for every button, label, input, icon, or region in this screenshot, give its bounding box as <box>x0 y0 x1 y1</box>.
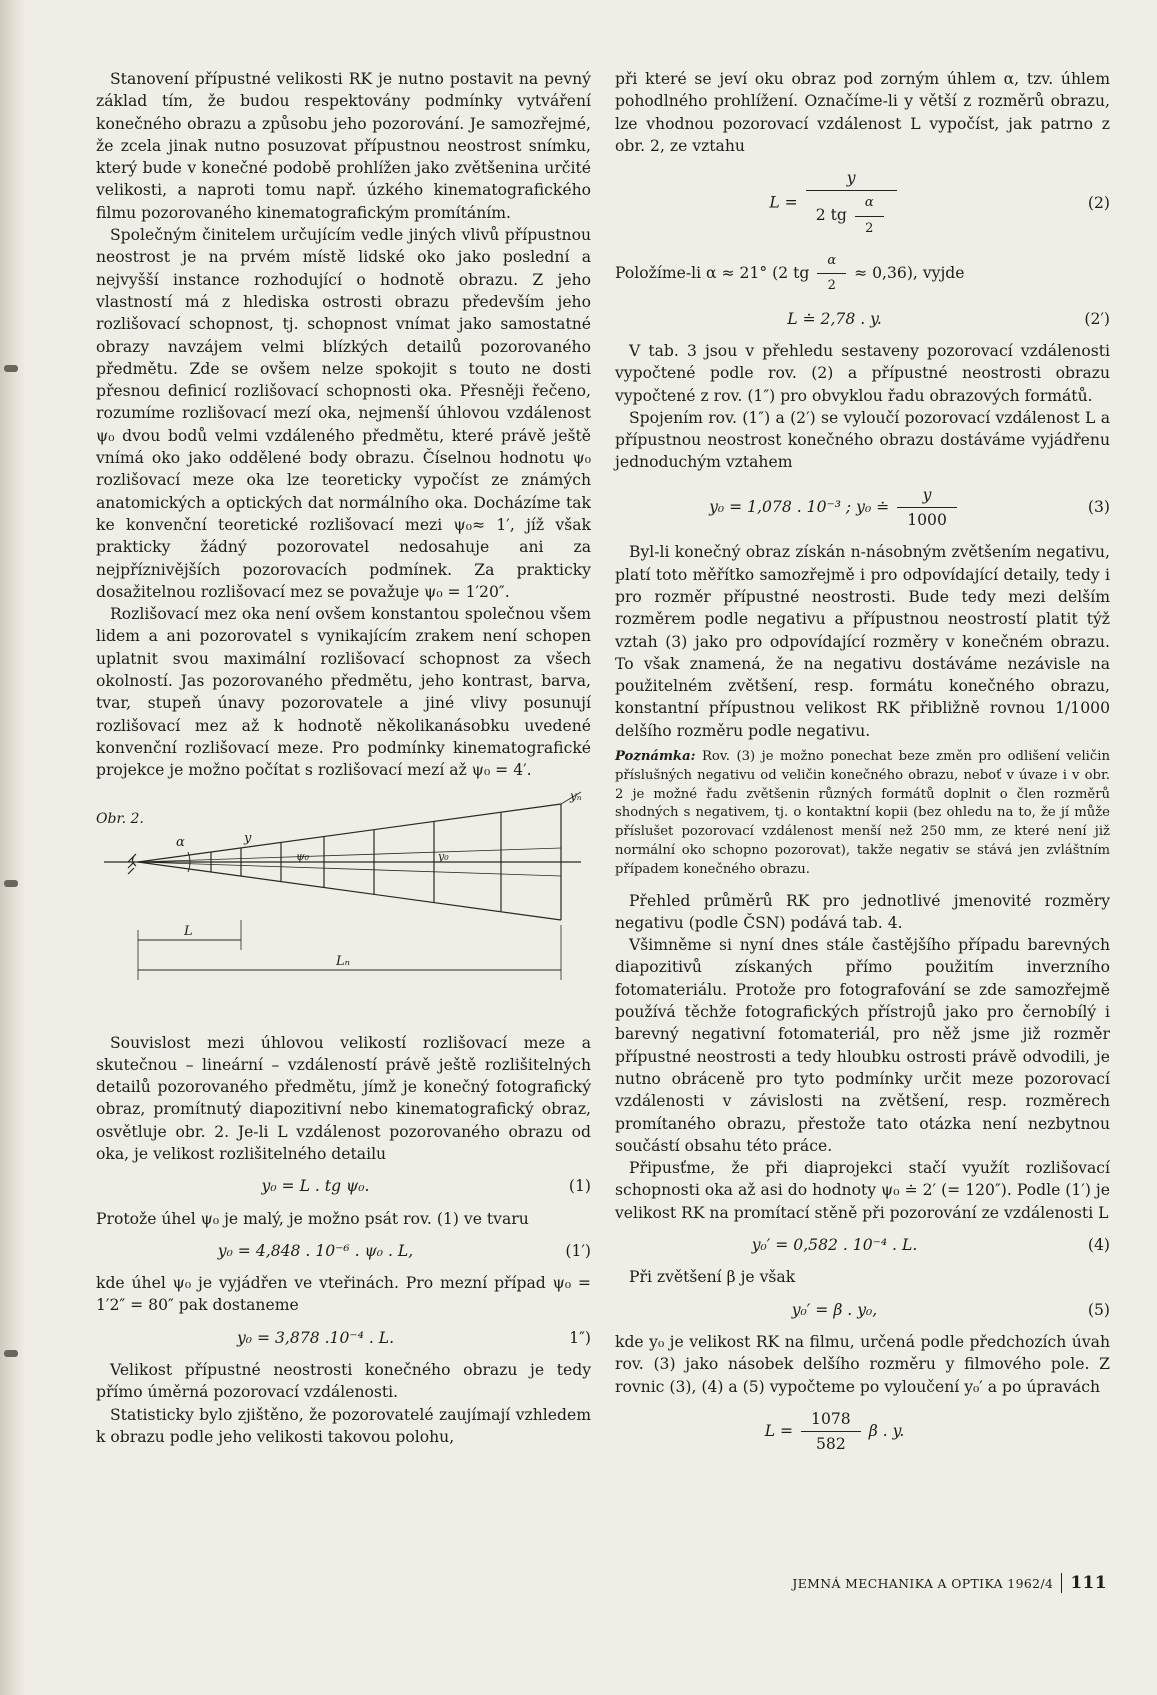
paragraph: Protože úhel ψ₀ je malý, je možno psát rov. (1) ve tvaru <box>96 1209 529 1228</box>
binding-shadow <box>0 0 26 1695</box>
note: Poznámka: Rov. (3) je možno ponechat beze změn pro odlišení veličin příslušných negativu od veličin konečného obrazu, neboť v úvaze i v obr. 2 je možné řadu zvětšenin různých formátů doplnit o člen rozměrů shodných s negativem, tj. o kontaktní kopii (bez ohledu na to, že jí může příslušet pozorovací vzdálenost menší než 250 mm, ze které není již normální oko schopno pozorovat), takže negativ se stává jen zvláštním případem konečného obrazu. <box>615 749 1110 877</box>
equation-1-prime: y₀ = 4,848 . 10⁻⁶ . ψ₀ . L, (1′) <box>217 1241 591 1260</box>
paragraph: Při zvětšení β je však <box>629 1268 796 1287</box>
lower-ray <box>138 862 561 920</box>
equation-2-prime: L ≐ 2,78 . y. (2′) <box>787 309 1110 328</box>
paragraph: Stanovení přípustné velikosti RK je nutno postavit na pevný základ tím, že budou respektovány podmínky vytváření konečného obrazu a způsobu jeho pozorování. Je samozřejmé, že zcela jinak nutno posuzovat přípustnou neostrost snímku, který bude v konečné podobě prohlížen jako zvětšenina určité velikosti, a naproti tomu např. úzkého kinematografického filmu pozorovaného kinematografickým promítáním. <box>96 70 591 222</box>
paragraph: Společným činitelem určujícím vedle jiných vlivů přípustnou neostrost je na prvém místě lidské oko jako poslední a nejvyšší instance rozhodující o hodnotě obrazu. Z jeho vlastností má z hlediska ostrosti obrazu především jeho rozlišovací schopnost, tj. schopnost vnímat jako samostatné obrazy navzájem velmi blízkých detailů pozorovaného předmětu. Zde se ovšem nelze spokojit s touto ne dosti přesnou definicí rozlišovací schopnosti oka. Přesněji řečeno, rozumíme rozlišovací mezí oka, nejmenší úhlovou vzdálenost ψ₀ dvou bodů velmi vzdáleného předmětu, které právě ještě vnímá oko jako oddělené body obrazu. Číselnou hodnotu ψ₀ rozlišovací meze oka lze teoreticky vypočíst ze známých anatomických a optických dat normálního oka. Docházíme tak ke konvenční teoretické rozlišovací mezi ψ₀≈ 1′, jíž však prakticky žádný pozorovatel nedosahuje ani za nejpříznivějších pozorovacích podmínek. Za prakticky dosažitelnou rozlišovací mez se považuje ψ₀ = 1′20″. <box>96 226 591 601</box>
paragraph: kde úhel ψ₀ je vyjádřen ve vteřinách. Pro mezní případ ψ₀ = 1′2″ = 80″ pak dostaneme <box>96 1274 591 1315</box>
punch-mark <box>4 365 18 372</box>
footer-divider <box>1061 1573 1062 1593</box>
punch-mark <box>4 880 18 887</box>
equation-1-double-prime: y₀ = 3,878 .10⁻⁴ . L. 1″) <box>236 1328 591 1347</box>
y0-label: y₀ <box>438 849 449 863</box>
Ln-label: Lₙ <box>336 953 350 969</box>
punch-mark <box>4 1350 18 1357</box>
paragraph: V tab. 3 jsou v přehledu sestaveny pozorovací vzdálenosti vypočtené podle rov. (2) a přípustné neostrosti obrazu vypočtené z rov. (1″) pro obvyklou řadu obrazových formátů. <box>615 341 1110 405</box>
equation-6: L = $\frac{1078}{582}$ β . y. <box>764 1409 905 1454</box>
equation-4: y₀′ = 0,582 . 10⁻⁴ . L. (4) <box>751 1236 1110 1255</box>
upper-ray <box>138 804 561 862</box>
alpha-label: α <box>176 834 185 850</box>
equation-1: y₀ = L . tg ψ₀. (1) <box>261 1177 591 1196</box>
L-label: L <box>184 923 193 939</box>
paragraph: Spojením rov. (1″) a (2′) se vyloučí pozorovací vzdálenost L a přípustnou neostrost konečného obrazu dostáváme vyjádřenu jednoduchým vztahem <box>615 408 1110 472</box>
paragraph: kde y₀ je velikost RK na filmu, určená podle předchozích úvah rov. (3) jako násobek delšího rozměru y filmového pole. Z rovnic (3), (4) a (5) vypočteme po vyloučení y₀′ a po úpravách <box>615 1332 1110 1396</box>
eye-symbol <box>133 854 137 866</box>
observation-diagram <box>96 790 591 1022</box>
figure-caption: Obr. 2. <box>96 810 144 827</box>
paragraph: Souvislost mezi úhlovou velikostí rozlišovací meze a skutečnou – lineární – vzdáleností právě ještě rozlišitelných detailů pozorovaného předmětu, jímž je konečný fotografický obraz, promítnutý diapozitivní nebo kinematografický obraz, osvětluje obr. 2. Je-li L vzdálenost pozorovaného obrazu od oka, je velikost rozlišitelného detailu <box>96 1033 591 1163</box>
figure-2 <box>96 790 591 1022</box>
y-label: y <box>244 830 252 846</box>
equation-3: y₀ = 1,078 . 10⁻³ ; y₀ ≐ $\frac{y}{1000}$ (3) <box>709 485 1110 530</box>
paragraph: Připusťme, že při diaprojekci stačí využít rozlišovací schopnosti oka až asi do hodnoty ψ₀ ≐ 2′ (= 120″). Podle (1′) je velikost RK na promítací stěně při pozorování ze vzdálenosti L <box>615 1159 1110 1222</box>
right-column <box>615 68 1110 1465</box>
page-number: 111 <box>1070 1573 1107 1593</box>
paragraph: Statisticky bylo zjištěno, že pozorovatelé zaujímají vzhledem k obrazu podle jeho velikosti takovou polohu, <box>96 1405 591 1446</box>
paragraph: Byl-li konečný obraz získán n-násobným zvětšením negativu, platí toto měřítko samozřejmě i pro odpovídající detaily, tedy i pro rozměr přípustné neostrosti. Bude tedy mezi delším rozměrem podle negativu a přípustnou neostrostí platit týž vztah (3) jako pro odpovídající rozměry v konečném obrazu. To však znamená, že na negativu dostáváme nezávisle na použitelném zvětšení, resp. formátu konečného obrazu, konstantní přípustnou velikost RK přibližně rovnou 1/1000 delšího rozměru podle negativu. <box>615 543 1110 740</box>
page-footer <box>792 1573 1107 1593</box>
paragraph: při které se jeví oku obraz pod zorným úhlem α, tzv. úhlem pohodlného prohlížení. Označíme-li y větší z rozměrů obrazu, lze vhodnou pozorovací vzdálenost L vypočíst, jak patrno z obr. 2, ze vztahu <box>615 70 1110 155</box>
paragraph: Všimněme si nyní dnes stále častějšího případu barevných diapozitivů získaných přímo použitím inverzního fotomateriálu. Protože pro fotografování se zde samozřejmě používá těchže fotografických přístrojů jako pro černobílý i barevný negativní fotomateriál, pro něž jsme již rozměr přípustné neostrosti a tedy hloubku ostrosti právě odvodili, je nutno obráceně pro tyto podmínky určit meze pozorovací vzdálenosti v závislosti na zvětšení, resp. rozměrech promítaného obrazu, přestože tato otázka není nezbytnou součástí obsahu této práce. <box>615 936 1110 1155</box>
equation-2: L = y 2 tg $\frac{\alpha}{2}$ (2) <box>769 169 1110 236</box>
yn-label: yₙ <box>570 789 582 803</box>
equation-5: y₀′ = β . y₀, (5) <box>791 1300 1110 1319</box>
paragraph: Rozlišovací mez oka není ovšem konstantou společnou všem lidem a ani pozorovatel s vynikajícím zrakem není schopen uplatnit svou maximální rozlišovací schopnost za všech okolností. Jas pozorovaného předmětu, jeho kontrast, barva, tvar, stupeň únavy pozorovatele a jiné vlivy posunují rozlišovací mez až k hodnotě několikanásobku uvedené konvenční rozlišovací meze. Pro podmínky kinematografické projekce je možno počítat s rozlišovací mezí až ψ₀ = 4′. <box>96 605 591 780</box>
left-column <box>96 68 591 1448</box>
paragraph: Velikost přípustné neostrosti konečného obrazu je tedy přímo úměrná pozorovací vzdálenosti. <box>96 1361 591 1402</box>
paragraph: Přehled průměrů RK pro jednotlivé jmenovité rozměry negativu (podle ČSN) podává tab. 4. <box>615 891 1110 932</box>
psi-label: ψ₀ <box>296 849 310 863</box>
paragraph: Položíme-li α ≈ 21° (2 tg $\frac{\alpha}{2}$ ≈ 0,36), vyjde <box>615 250 1110 298</box>
journal-name: JEMNÁ MECHANIKA A OPTIKA 1962/4 <box>792 1575 1054 1591</box>
